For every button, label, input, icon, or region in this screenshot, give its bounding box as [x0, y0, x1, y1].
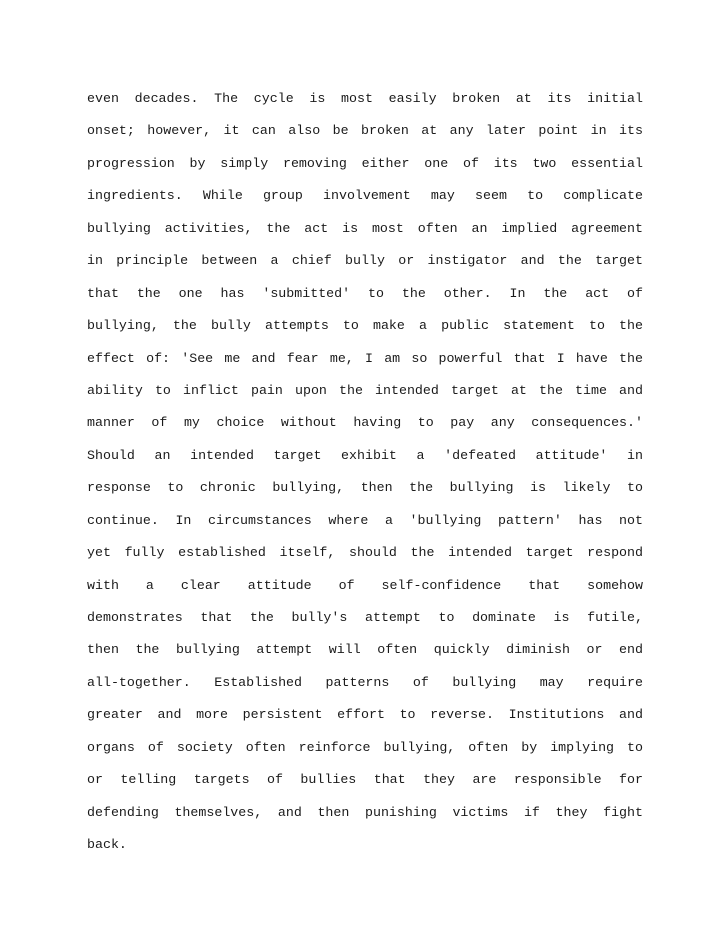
text-line: continue. In circumstances where a 'bullying pattern' has not: [87, 512, 643, 528]
text-line: progression by simply removing either one of its two essential: [87, 155, 643, 171]
text-line: Should an intended target exhibit a 'defeated attitude' in: [87, 447, 643, 463]
text-line: manner of my choice without having to pay any consequences.': [87, 415, 643, 431]
text-line: onset; however, it can also be broken at any later point in its: [87, 123, 643, 139]
text-line: bullying activities, the act is most often an implied agreement: [87, 220, 643, 236]
text-line: even decades. The cycle is most easily broken at its initial: [87, 91, 643, 106]
text-line: with a clear attitude of self-confidence that somehow: [87, 577, 643, 593]
text-line: that the one has 'submitted' to the other. In the act of: [87, 285, 643, 301]
text-line: demonstrates that the bully's attempt to dominate is futile,: [87, 610, 643, 625]
text-line: defending themselves, and then punishing victims if they fight: [87, 804, 643, 820]
text-line: ability to inflict pain upon the intended target at the time and: [87, 382, 643, 398]
text-line: ingredients. While group involvement may seem to complicate: [87, 188, 643, 204]
text-line: or telling targets of bullies that they are responsible for: [87, 772, 643, 788]
text-line: effect of: 'See me and fear me, I am so powerful that I have the: [87, 350, 643, 366]
text-line: yet fully established itself, should the intended target respond: [87, 545, 643, 561]
text-line: in principle between a chief bully or instigator and the target: [87, 253, 643, 269]
text-line: then the bullying attempt will often quickly diminish or end: [87, 642, 643, 658]
text-line: response to chronic bullying, then the bullying is likely to: [87, 480, 643, 496]
text-line: organs of society often reinforce bullying, often by implying to: [87, 739, 643, 755]
text-line: all-together. Established patterns of bullying may require: [87, 674, 643, 690]
text-line: back.: [87, 837, 127, 853]
text-line: greater and more persistent effort to reverse. Institutions and: [87, 707, 643, 723]
text-line: bullying, the bully attempts to make a public statement to the: [87, 318, 643, 334]
body-paragraph: [87, 83, 643, 862]
